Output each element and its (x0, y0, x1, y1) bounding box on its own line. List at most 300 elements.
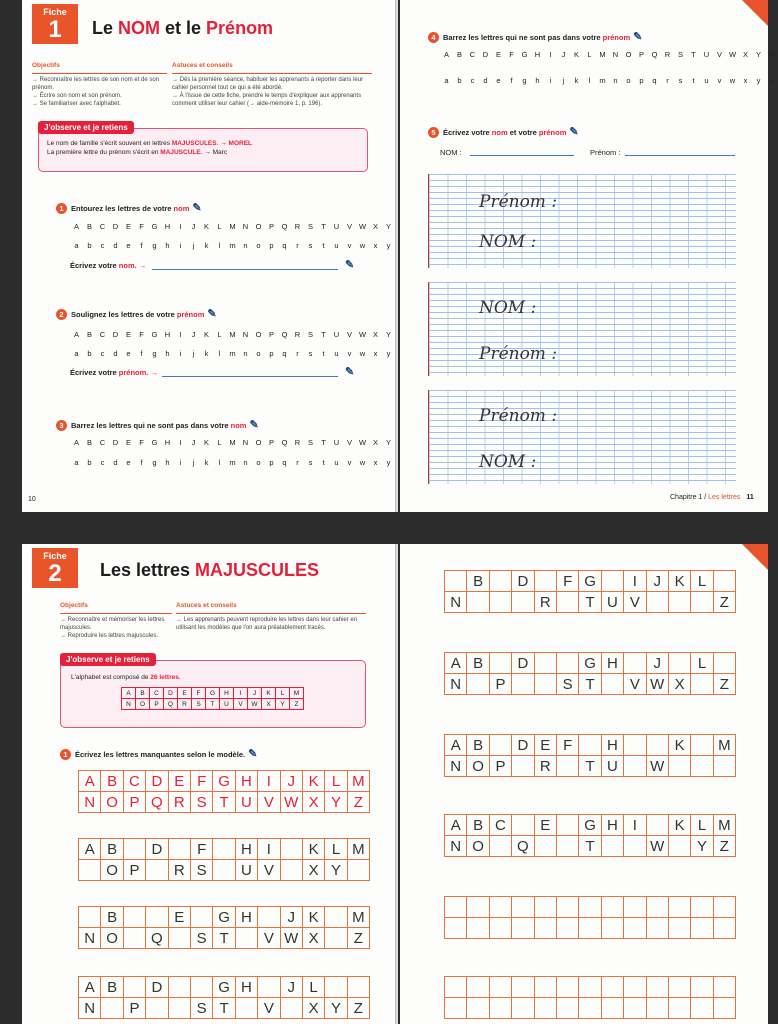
alphabet-letter[interactable]: B (86, 222, 92, 231)
letter-cell[interactable] (512, 815, 534, 836)
letter-cell[interactable]: Z (348, 792, 370, 813)
alphabet-letter[interactable]: C (99, 330, 106, 339)
alphabet-letter[interactable]: M (229, 330, 236, 339)
alphabet-letter[interactable]: F (139, 222, 144, 231)
letter-cell[interactable] (348, 860, 370, 881)
alphabet-letter[interactable]: M (229, 222, 236, 231)
alphabet-letter[interactable]: P (268, 222, 274, 231)
letter-cell[interactable] (535, 653, 557, 674)
letter-cell[interactable]: M (714, 735, 736, 756)
alphabet-letter[interactable]: i (179, 349, 182, 358)
letter-cell[interactable]: B (467, 735, 489, 756)
alphabet-letter[interactable]: d (483, 76, 488, 85)
alphabet-letter[interactable]: F (139, 330, 144, 339)
letter-cell[interactable] (535, 998, 557, 1019)
alphabet-letter[interactable]: r (666, 76, 669, 85)
letter-cell[interactable] (445, 977, 467, 998)
letter-cell[interactable] (325, 977, 347, 998)
letter-cell[interactable]: U (602, 592, 624, 613)
letter-grid[interactable] (444, 570, 736, 613)
alphabet-letter[interactable]: s (308, 458, 313, 467)
alphabet-letter[interactable]: I (549, 50, 552, 59)
letter-cell[interactable] (124, 977, 146, 998)
letter-cell[interactable]: N (445, 756, 467, 777)
letter-cell[interactable] (490, 977, 512, 998)
letter-cell[interactable]: A (445, 653, 467, 674)
alphabet-letter[interactable]: Y (385, 330, 391, 339)
letter-cell[interactable]: G (579, 571, 601, 592)
alphabet-letter[interactable]: f (510, 76, 513, 85)
letter-cell[interactable] (490, 897, 512, 918)
letter-cell[interactable] (146, 907, 168, 928)
letter-cell[interactable]: A (445, 735, 467, 756)
alphabet-letter[interactable]: c (100, 458, 105, 467)
letter-cell[interactable]: B (101, 771, 123, 792)
letter-cell[interactable] (691, 756, 713, 777)
alphabet-letter[interactable]: D (112, 330, 119, 339)
alphabet-letter[interactable]: E (125, 222, 131, 231)
alphabet-letter[interactable]: H (164, 222, 171, 231)
letter-cell[interactable]: L (325, 771, 347, 792)
letter-grid[interactable] (444, 896, 736, 939)
letter-cell[interactable]: H (236, 839, 258, 860)
letter-cell[interactable]: Y (325, 792, 347, 813)
alphabet-letter[interactable]: A (73, 222, 79, 231)
alphabet-letter[interactable]: N (242, 438, 249, 447)
alphabet-letter[interactable]: J (561, 50, 566, 59)
letter-cell[interactable] (647, 897, 669, 918)
letter-cell[interactable]: P (124, 860, 146, 881)
letter-cell[interactable] (258, 907, 280, 928)
letter-cell[interactable]: H (602, 653, 624, 674)
alphabet-letter[interactable]: U (333, 330, 340, 339)
letter-cell[interactable] (258, 977, 280, 998)
alphabet-letter[interactable]: H (164, 330, 171, 339)
letter-cell[interactable] (445, 571, 467, 592)
letter-cell[interactable]: X (669, 674, 691, 695)
letter-cell[interactable]: N (445, 592, 467, 613)
alphabet-letter[interactable]: F (139, 438, 144, 447)
alphabet-letter[interactable]: K (203, 330, 209, 339)
letter-cell[interactable]: T (213, 792, 235, 813)
letter-cell[interactable]: T (579, 836, 601, 857)
letter-cell[interactable]: W (281, 792, 303, 813)
letter-cell[interactable]: Z (348, 928, 370, 949)
letter-grid[interactable] (444, 976, 736, 1019)
letter-cell[interactable]: T (213, 998, 235, 1019)
alphabet-letter[interactable]: c (100, 241, 105, 250)
letter-cell[interactable] (512, 592, 534, 613)
letter-cell[interactable] (281, 839, 303, 860)
letter-cell[interactable]: B (101, 907, 123, 928)
alphabet-letter[interactable]: e (126, 458, 131, 467)
letter-cell[interactable]: P (124, 792, 146, 813)
letter-cell[interactable] (602, 998, 624, 1019)
letter-cell[interactable] (512, 998, 534, 1019)
alphabet-letter[interactable]: L (587, 50, 592, 59)
alphabet-letter[interactable]: u (704, 76, 709, 85)
letter-cell[interactable]: Q (146, 792, 168, 813)
alphabet-letter[interactable]: Q (281, 222, 288, 231)
alphabet-letter[interactable]: C (469, 50, 476, 59)
prenom-field-line[interactable] (625, 155, 735, 156)
letter-cell[interactable]: R (535, 592, 557, 613)
alphabet-letter[interactable]: p (639, 76, 644, 85)
alphabet-letter[interactable]: R (294, 222, 301, 231)
letter-cell[interactable] (191, 907, 213, 928)
letter-cell[interactable]: V (624, 674, 646, 695)
alphabet-letter[interactable]: j (192, 241, 195, 250)
uppercase-alphabet-row[interactable] (440, 50, 778, 59)
letter-cell[interactable] (557, 592, 579, 613)
alphabet-letter[interactable]: n (243, 458, 248, 467)
letter-cell[interactable] (490, 735, 512, 756)
letter-cell[interactable] (79, 860, 101, 881)
letter-cell[interactable] (490, 592, 512, 613)
alphabet-letter[interactable]: g (152, 349, 157, 358)
alphabet-letter[interactable]: T (321, 330, 326, 339)
alphabet-letter[interactable]: b (457, 76, 462, 85)
letter-cell[interactable]: Q (512, 836, 534, 857)
alphabet-letter[interactable]: X (372, 330, 378, 339)
letter-cell[interactable] (325, 907, 347, 928)
handwriting-zone[interactable] (428, 174, 736, 268)
letter-cell[interactable] (691, 735, 713, 756)
alphabet-letter[interactable]: I (179, 438, 182, 447)
letter-cell[interactable]: Y (325, 860, 347, 881)
letter-cell[interactable] (557, 653, 579, 674)
alphabet-letter[interactable]: Y (755, 50, 761, 59)
alphabet-letter[interactable]: h (535, 76, 540, 85)
letter-grid[interactable] (78, 838, 370, 881)
letter-cell[interactable] (557, 918, 579, 939)
letter-cell[interactable]: Z (714, 592, 736, 613)
letter-cell[interactable]: M (348, 771, 370, 792)
letter-cell[interactable]: H (602, 815, 624, 836)
letter-cell[interactable] (191, 977, 213, 998)
letter-cell[interactable] (647, 977, 669, 998)
letter-cell[interactable] (691, 897, 713, 918)
alphabet-letter[interactable]: l (588, 76, 591, 85)
alphabet-letter[interactable]: G (151, 222, 158, 231)
letter-cell[interactable]: B (467, 571, 489, 592)
letter-cell[interactable] (445, 897, 467, 918)
alphabet-letter[interactable]: m (229, 241, 236, 250)
alphabet-letter[interactable]: C (99, 222, 106, 231)
alphabet-letter[interactable]: W (358, 330, 367, 339)
alphabet-letter[interactable]: A (443, 50, 449, 59)
letter-cell[interactable]: D (146, 839, 168, 860)
handwriting-zone[interactable] (428, 282, 736, 376)
alphabet-letter[interactable]: F (509, 50, 514, 59)
letter-cell[interactable]: D (146, 977, 168, 998)
alphabet-letter[interactable]: f (140, 349, 143, 358)
alphabet-letter[interactable]: u (334, 458, 339, 467)
alphabet-letter[interactable]: k (574, 76, 579, 85)
alphabet-letter[interactable]: i (179, 241, 182, 250)
alphabet-letter[interactable]: n (613, 76, 618, 85)
alphabet-letter[interactable]: L (217, 222, 222, 231)
alphabet-letter[interactable]: T (691, 50, 696, 59)
uppercase-alphabet-row[interactable] (70, 222, 408, 231)
letter-cell[interactable] (169, 928, 191, 949)
letter-cell[interactable]: M (348, 907, 370, 928)
letter-cell[interactable] (691, 592, 713, 613)
alphabet-letter[interactable]: b (87, 458, 92, 467)
letter-cell[interactable]: Y (691, 836, 713, 857)
alphabet-letter[interactable]: o (256, 241, 261, 250)
letter-cell[interactable] (669, 592, 691, 613)
alphabet-letter[interactable]: c (100, 349, 105, 358)
alphabet-letter[interactable]: s (308, 241, 313, 250)
alphabet-letter[interactable]: l (218, 349, 221, 358)
alphabet-letter[interactable]: D (112, 222, 119, 231)
letter-cell[interactable] (490, 836, 512, 857)
letter-cell[interactable] (602, 836, 624, 857)
letter-cell[interactable]: E (535, 815, 557, 836)
alphabet-letter[interactable]: w (729, 76, 736, 85)
letter-cell[interactable]: G (579, 815, 601, 836)
alphabet-letter[interactable]: E (495, 50, 501, 59)
alphabet-letter[interactable]: a (74, 349, 79, 358)
letter-cell[interactable]: Z (348, 998, 370, 1019)
alphabet-letter[interactable]: s (308, 349, 313, 358)
letter-cell[interactable] (647, 918, 669, 939)
alphabet-letter[interactable]: r (296, 349, 299, 358)
letter-cell[interactable]: S (191, 928, 213, 949)
letter-cell[interactable]: P (124, 998, 146, 1019)
alphabet-letter[interactable]: g (152, 458, 157, 467)
letter-cell[interactable] (691, 918, 713, 939)
alphabet-letter[interactable]: W (728, 50, 737, 59)
letter-cell[interactable] (669, 998, 691, 1019)
alphabet-letter[interactable]: S (307, 222, 313, 231)
letter-cell[interactable] (579, 735, 601, 756)
letter-cell[interactable] (169, 977, 191, 998)
alphabet-letter[interactable]: y (386, 458, 391, 467)
alphabet-letter[interactable]: q (282, 241, 287, 250)
alphabet-letter[interactable]: r (296, 458, 299, 467)
letter-cell[interactable]: Q (146, 928, 168, 949)
letter-cell[interactable] (535, 571, 557, 592)
letter-cell[interactable]: Y (325, 998, 347, 1019)
alphabet-letter[interactable]: i (179, 458, 182, 467)
letter-cell[interactable]: A (79, 977, 101, 998)
uppercase-alphabet-row[interactable] (70, 330, 408, 339)
letter-cell[interactable] (348, 977, 370, 998)
alphabet-letter[interactable]: W (358, 438, 367, 447)
letter-cell[interactable] (236, 928, 258, 949)
letter-cell[interactable] (79, 907, 101, 928)
letter-cell[interactable]: Z (714, 836, 736, 857)
letter-cell[interactable]: G (579, 653, 601, 674)
letter-cell[interactable] (714, 756, 736, 777)
alphabet-letter[interactable]: O (255, 330, 262, 339)
letter-cell[interactable]: R (169, 860, 191, 881)
alphabet-letter[interactable]: T (321, 438, 326, 447)
alphabet-letter[interactable]: D (482, 50, 489, 59)
letter-cell[interactable]: N (79, 792, 101, 813)
letter-cell[interactable]: F (557, 571, 579, 592)
alphabet-letter[interactable]: z (769, 76, 774, 85)
alphabet-letter[interactable]: Z (769, 50, 774, 59)
alphabet-letter[interactable]: G (151, 330, 158, 339)
letter-cell[interactable] (146, 860, 168, 881)
alphabet-letter[interactable]: J (191, 330, 196, 339)
alphabet-letter[interactable]: q (282, 458, 287, 467)
alphabet-letter[interactable]: w (359, 349, 366, 358)
alphabet-letter[interactable]: b (87, 349, 92, 358)
alphabet-letter[interactable]: J (191, 438, 196, 447)
letter-cell[interactable] (624, 977, 646, 998)
letter-cell[interactable] (281, 998, 303, 1019)
letter-cell[interactable] (714, 897, 736, 918)
alphabet-letter[interactable]: S (677, 50, 683, 59)
letter-cell[interactable]: F (191, 771, 213, 792)
alphabet-letter[interactable]: C (99, 438, 106, 447)
letter-cell[interactable]: T (579, 592, 601, 613)
lowercase-alphabet-row[interactable] (70, 241, 408, 250)
letter-cell[interactable]: J (281, 977, 303, 998)
alphabet-letter[interactable]: x (743, 76, 748, 85)
letter-cell[interactable] (445, 918, 467, 939)
letter-cell[interactable]: N (79, 928, 101, 949)
letter-cell[interactable]: T (579, 756, 601, 777)
letter-cell[interactable]: S (191, 998, 213, 1019)
alphabet-letter[interactable]: y (386, 349, 391, 358)
alphabet-letter[interactable]: v (717, 76, 722, 85)
letter-cell[interactable]: W (647, 674, 669, 695)
letter-cell[interactable] (124, 839, 146, 860)
alphabet-letter[interactable]: t (322, 458, 325, 467)
alphabet-letter[interactable]: x (373, 349, 378, 358)
alphabet-letter[interactable]: M (599, 50, 606, 59)
letter-cell[interactable] (512, 918, 534, 939)
letter-cell[interactable] (325, 928, 347, 949)
letter-cell[interactable]: E (169, 771, 191, 792)
alphabet-letter[interactable]: a (74, 241, 79, 250)
alphabet-letter[interactable]: P (638, 50, 644, 59)
alphabet-letter[interactable]: o (256, 349, 261, 358)
alphabet-letter[interactable]: V (346, 330, 352, 339)
letter-cell[interactable]: X (303, 928, 325, 949)
alphabet-letter[interactable]: U (703, 50, 710, 59)
letter-cell[interactable]: A (79, 839, 101, 860)
alphabet-letter[interactable]: R (294, 330, 301, 339)
letter-cell[interactable] (535, 897, 557, 918)
letter-cell[interactable] (624, 918, 646, 939)
letter-cell[interactable]: I (624, 815, 646, 836)
letter-cell[interactable] (557, 815, 579, 836)
alphabet-letter[interactable]: l (218, 458, 221, 467)
alphabet-letter[interactable]: x (373, 458, 378, 467)
letter-cell[interactable]: P (490, 756, 512, 777)
letter-cell[interactable] (691, 977, 713, 998)
letter-cell[interactable] (579, 897, 601, 918)
letter-cell[interactable]: I (258, 839, 280, 860)
letter-cell[interactable] (236, 998, 258, 1019)
alphabet-letter[interactable]: P (268, 330, 274, 339)
letter-cell[interactable] (624, 653, 646, 674)
letter-cell[interactable] (624, 998, 646, 1019)
letter-cell[interactable]: W (647, 756, 669, 777)
alphabet-letter[interactable]: e (496, 76, 501, 85)
alphabet-letter[interactable]: o (256, 458, 261, 467)
alphabet-letter[interactable]: H (164, 438, 171, 447)
letter-cell[interactable] (213, 860, 235, 881)
letter-cell[interactable]: S (191, 860, 213, 881)
letter-cell[interactable]: O (467, 836, 489, 857)
letter-cell[interactable]: S (191, 792, 213, 813)
letter-cell[interactable] (669, 897, 691, 918)
letter-cell[interactable] (557, 998, 579, 1019)
letter-cell[interactable]: V (258, 998, 280, 1019)
letter-cell[interactable]: K (669, 735, 691, 756)
letter-cell[interactable] (467, 918, 489, 939)
letter-cell[interactable]: J (647, 571, 669, 592)
letter-cell[interactable]: D (146, 771, 168, 792)
alphabet-letter[interactable]: K (573, 50, 579, 59)
letter-cell[interactable]: W (647, 836, 669, 857)
letter-cell[interactable]: K (303, 907, 325, 928)
letter-cell[interactable] (669, 653, 691, 674)
letter-cell[interactable] (691, 674, 713, 695)
letter-cell[interactable]: L (325, 839, 347, 860)
letter-cell[interactable]: O (467, 756, 489, 777)
alphabet-letter[interactable]: U (333, 438, 340, 447)
letter-cell[interactable]: E (169, 907, 191, 928)
letter-cell[interactable]: M (348, 839, 370, 860)
alphabet-letter[interactable]: S (307, 438, 313, 447)
letter-cell[interactable]: H (236, 907, 258, 928)
letter-cell[interactable] (490, 653, 512, 674)
letter-cell[interactable]: V (258, 928, 280, 949)
alphabet-letter[interactable]: p (269, 241, 274, 250)
letter-cell[interactable] (669, 918, 691, 939)
letter-cell[interactable]: I (624, 571, 646, 592)
letter-cell[interactable]: K (303, 839, 325, 860)
alphabet-letter[interactable]: g (152, 241, 157, 250)
alphabet-letter[interactable]: T (321, 222, 326, 231)
letter-cell[interactable] (624, 735, 646, 756)
prenom-write-line[interactable] (162, 376, 338, 377)
letter-cell[interactable] (124, 928, 146, 949)
letter-cell[interactable] (557, 897, 579, 918)
alphabet-letter[interactable]: R (664, 50, 671, 59)
alphabet-letter[interactable]: k (204, 349, 209, 358)
alphabet-letter[interactable]: e (126, 241, 131, 250)
letter-cell[interactable] (169, 998, 191, 1019)
letter-cell[interactable] (691, 998, 713, 1019)
alphabet-letter[interactable]: K (203, 438, 209, 447)
letter-cell[interactable]: A (445, 815, 467, 836)
letter-cell[interactable] (602, 977, 624, 998)
letter-cell[interactable] (579, 977, 601, 998)
alphabet-letter[interactable]: E (125, 330, 131, 339)
letter-cell[interactable] (669, 977, 691, 998)
letter-grid[interactable] (444, 814, 736, 857)
alphabet-letter[interactable]: X (372, 222, 378, 231)
alphabet-letter[interactable]: v (347, 458, 352, 467)
alphabet-letter[interactable]: b (87, 241, 92, 250)
letter-cell[interactable]: U (236, 792, 258, 813)
alphabet-letter[interactable]: N (612, 50, 619, 59)
letter-cell[interactable]: X (303, 860, 325, 881)
alphabet-letter[interactable]: L (217, 330, 222, 339)
alphabet-letter[interactable]: G (521, 50, 528, 59)
alphabet-letter[interactable]: M (229, 438, 236, 447)
alphabet-letter[interactable]: G (151, 438, 158, 447)
